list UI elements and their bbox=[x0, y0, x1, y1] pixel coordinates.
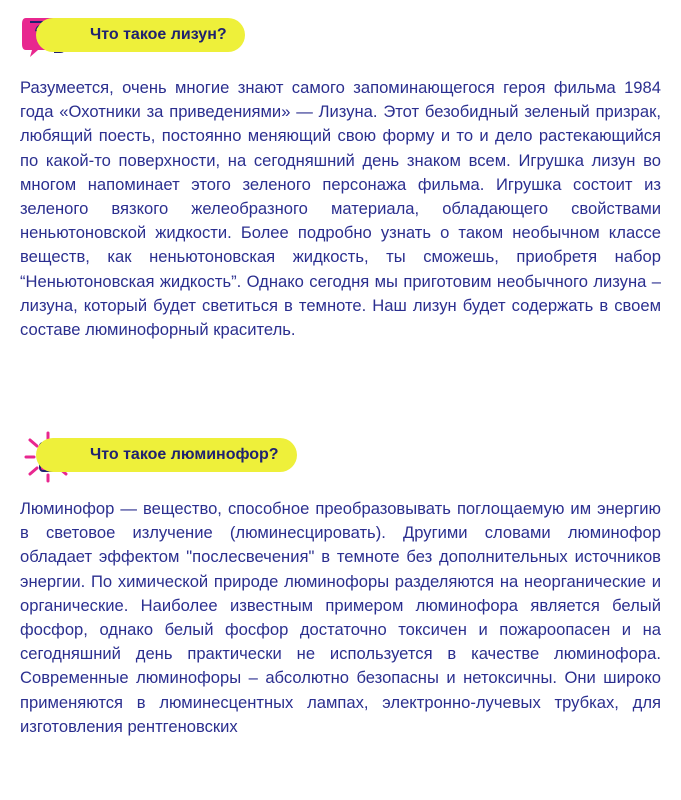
section2-paragraph: Люминофор — вещество, способное преобразовывать поглощаемую им энергию в световое излучение (люминесцировать). Другими словами люминофор обладает эффектом "послесвечения" в темноте без дополнительных источников энергии. По химической природе люминофоры разделяются на неорганические и органические. Наиболее известным примером люминофора является белый фосфор, однако белый фосфор достаточно токсичен и пожароопасен и на сегодняшний день практически не используется в качестве люминофора. Современные люминофоры – абсолютно безопасны и нетоксичны. Они широко применяются в люминесцентных лампах, электронно-лучевых трубках, для изготовления рентгеновских bbox=[20, 499, 661, 736]
section1-title: Что такое лизун? bbox=[36, 18, 245, 52]
section2-title: Что такое люминофор? bbox=[36, 438, 297, 472]
section1-paragraph: Разумеется, очень многие знают самого запоминающегося героя фильма 1984 года «Охотники за приведениями» — Лизуна. Этот безобидный зеленый призрак, любящий поесть, постоянно меняющий свою форму и то и дело растекающийся по какой-то поверхности, на сегодняшний день знаком всем. Игрушка лизун во многом напоминает этого зеленого персонажа фильма. Игрушка состоит из зеленого вязкого желеобразного материала, обладающего свойствами неньютоновской жидкости. Более подробно узнать о таком необычном классе веществ, как неньютоновская жидкость, ты сможешь, приобретя набор “Неньютоновская жидкость”. Однако сегодня мы приготовим необычного лизуна – лизуна, который будет светиться в темноте. Наш лизун будет содержать в своем составе люминофорный краситель. bbox=[20, 78, 661, 340]
